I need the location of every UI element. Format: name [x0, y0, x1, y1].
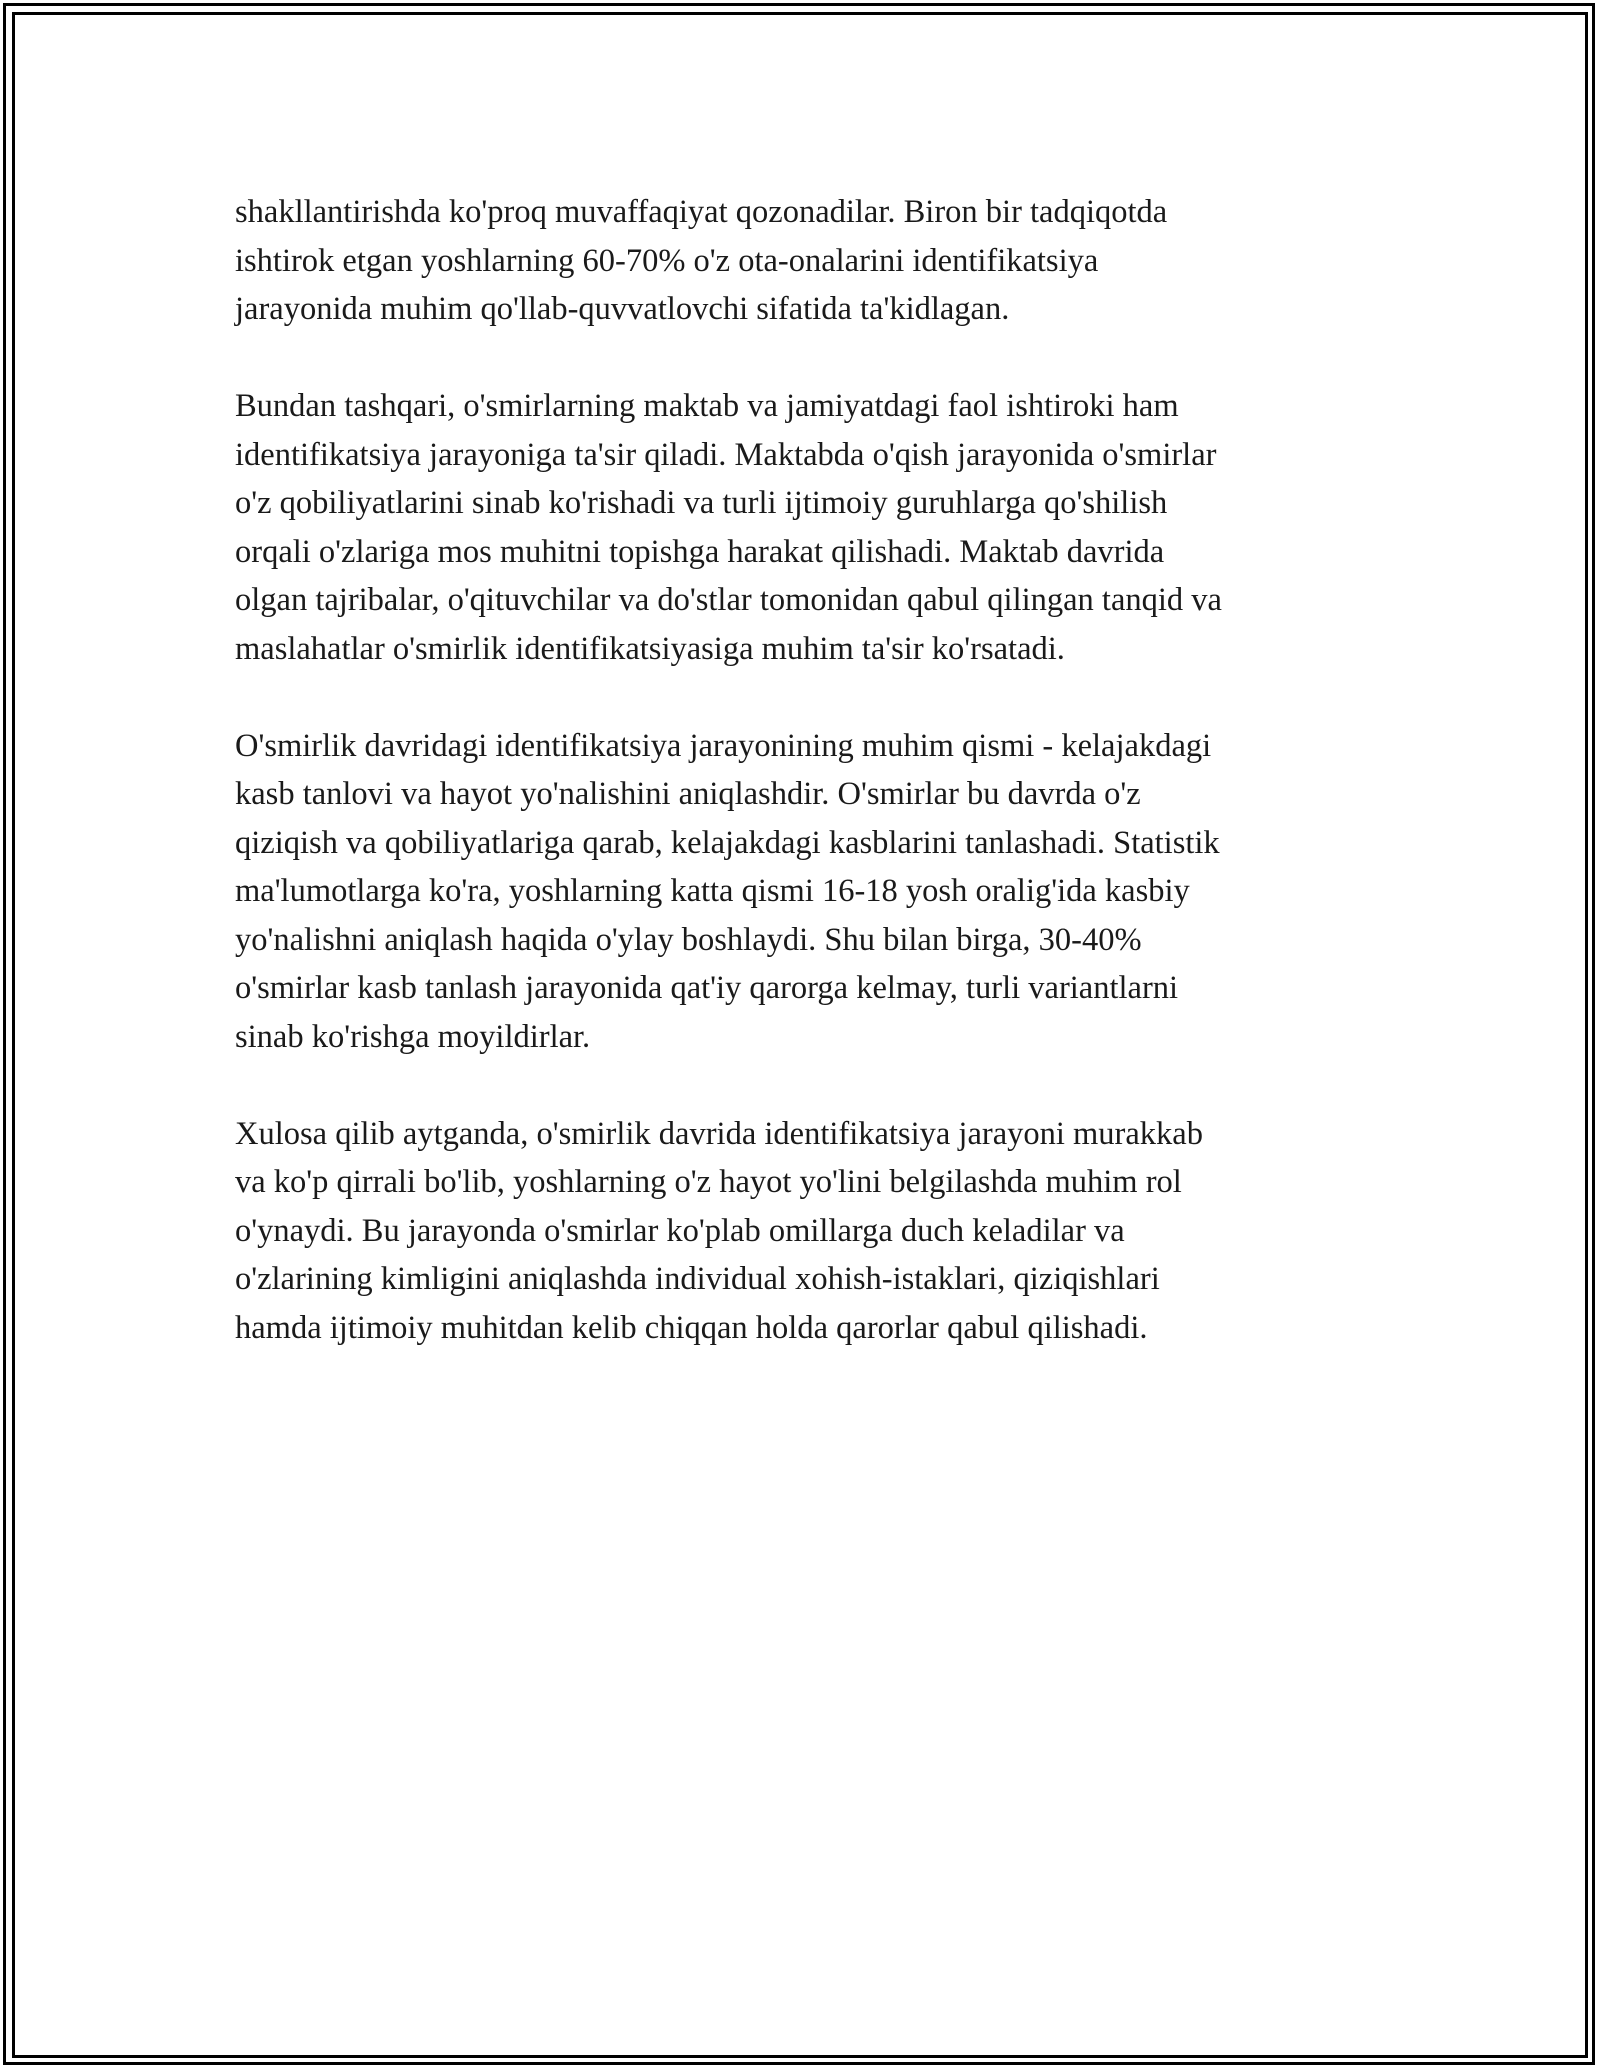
document-body [235, 188, 1365, 1401]
paragraph: Xulosa qilib aytganda, o'smirlik davrida identifikatsiya jarayoni murakkab va ko'p qirrali bo'lib, yoshlarning o'z hayot yo'lini belgilashda muhim rol o'ynaydi. Bu jarayonda o'smirlar ko'plab omillarga duch keladilar va o'zlarining kimligini aniqlashda individual xohish-istaklari, qiziqishlari hamda ijtimoiy muhitdan kelib chiqqan holda qarorlar qabul qilishadi. [235, 1115, 1203, 1346]
paragraph: shakllantirishda ko'proq muvaffaqiyat qozonadilar. Biron bir tadqiqotda ishtirok etgan yoshlarning 60-70% o'z ota-onalarini identifikatsiya jarayonida muhim qo'llab-quvvatlovchi sifatida ta'kidlagan. [235, 194, 1168, 327]
paragraph: O'smirlik davridagi identifikatsiya jarayonining muhim qismi - kelajakdagi kasb tanlovi va hayot yo'nalishini aniqlashdir. O'smirlar bu davrda o'z qiziqish va qobiliyatlariga qarab, kelajakdagi kasblarini tanlashadi. Statistik ma'lumotlarga ko'ra, yoshlarning katta qismi 16-18 yosh oralig'ida kasbiy yo'nalishni aniqlash haqida o'ylay boshlaydi. Shu bilan birga, 30-40% o'smirlar kasb tanlash jarayonida qat'iy qarorga kelmay, turli variantlarni sinab ko'rishga moyildirlar. [235, 727, 1220, 1055]
paragraph: Bundan tashqari, o'smirlarning maktab va jamiyatdagi faol ishtiroki ham identifikatsiya jarayoniga ta'sir qiladi. Maktabda o'qish jarayonida o'smirlar o'z qobiliyatlarini sinab ko'rishadi va turli ijtimoiy guruhlarga qo'shilish orqali o'zlariga mos muhitni topishga harakat qilishadi. Maktab davrida olgan tajribalar, o'qituvchilar va do'stlar tomonidan qabul qilingan tanqid va maslahatlar o'smirlik identifikatsiyasiga muhim ta'sir ko'rsatadi. [235, 388, 1222, 667]
